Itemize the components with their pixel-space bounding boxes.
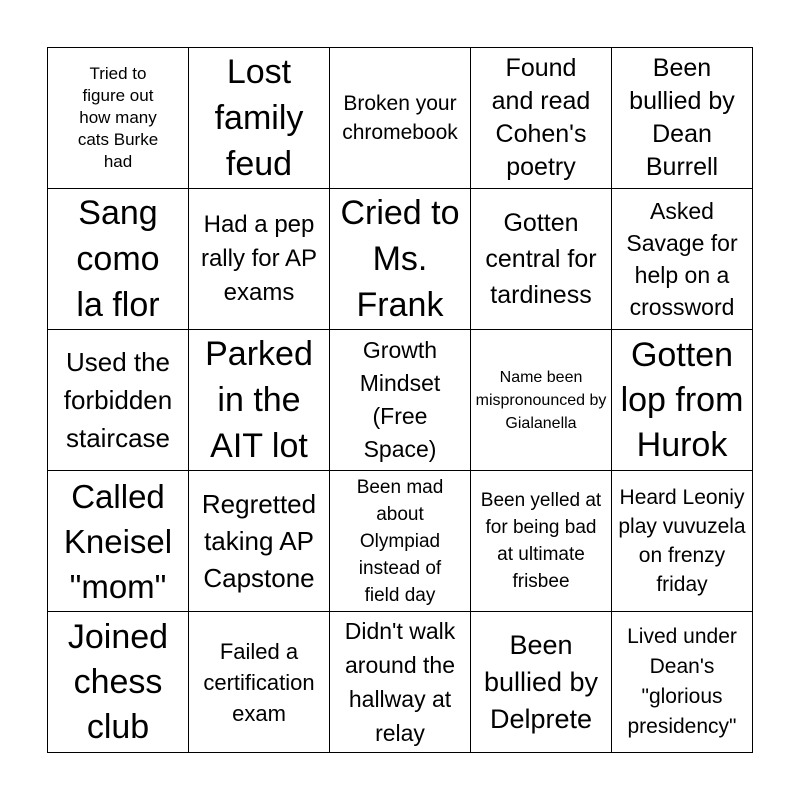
cell-text: Broken your chromebook (342, 92, 458, 144)
cell-text: Joined chess club (67, 617, 169, 746)
cell-text: Been bullied by Delprete (483, 629, 599, 734)
cell-text: Didn't walk around the hallway at relay (344, 618, 456, 746)
bingo-cell[interactable] (612, 189, 753, 330)
bingo-cell[interactable] (612, 48, 753, 189)
bingo-cell[interactable] (189, 612, 330, 753)
bingo-cell[interactable] (330, 330, 471, 471)
bingo-cell[interactable] (48, 471, 189, 612)
bingo-cell[interactable] (189, 471, 330, 612)
bingo-cell[interactable] (471, 330, 612, 471)
cell-text: Gotten central for tardiness (485, 209, 597, 309)
bingo-cell[interactable] (612, 330, 753, 471)
cell-text: Had a pep rally for AP exams (200, 211, 318, 306)
cell-text: Sang como la flor (76, 194, 160, 324)
bingo-cell[interactable] (471, 471, 612, 612)
cell-text: Lost family feud (214, 53, 304, 183)
cell-text: Been mad about Olympiad instead of field day (356, 476, 444, 606)
cell-text: Failed a certification exam (203, 638, 315, 726)
cell-text: Found and read Cohen's poetry (491, 54, 591, 181)
cell-text: Name been mispronounced by Gialanella (475, 368, 607, 432)
bingo-cell[interactable] (48, 48, 189, 189)
bingo-cell[interactable] (330, 48, 471, 189)
bingo-cell[interactable] (189, 189, 330, 330)
cell-text: Asked Savage for help on a crossword (626, 198, 738, 320)
bingo-cell[interactable] (471, 48, 612, 189)
bingo-cell[interactable] (471, 612, 612, 753)
cell-text: Called Kneisel "mom" (63, 477, 173, 605)
bingo-cell[interactable] (48, 189, 189, 330)
cell-text: Lived under Dean's "glorious presidency" (627, 625, 737, 738)
bingo-cell[interactable] (471, 189, 612, 330)
bingo-cell[interactable] (330, 189, 471, 330)
cell-text: Gotten lop from Hurok (620, 335, 744, 464)
cell-text: Tried to figure out how many cats Burke had (77, 64, 159, 171)
cell-text: Been bullied by Dean Burrell (629, 54, 735, 181)
cell-text: Cried to Ms. Frank (340, 194, 460, 324)
cell-text: Used the forbidden staircase (63, 347, 173, 453)
bingo-cell[interactable] (48, 330, 189, 471)
cell-text: Regretted taking AP Capstone (201, 488, 317, 593)
bingo-cell[interactable] (189, 48, 330, 189)
bingo-board (47, 47, 753, 753)
cell-text: Heard Leoniy play vuvuzela on frenzy friday (618, 486, 746, 596)
cell-text: Growth Mindset (Free Space) (359, 337, 441, 462)
cell-text: Parked in the AIT lot (205, 335, 313, 465)
bingo-cell[interactable] (612, 612, 753, 753)
bingo-cell[interactable] (48, 612, 189, 753)
bingo-cell[interactable] (189, 330, 330, 471)
bingo-cell[interactable] (330, 471, 471, 612)
bingo-cell[interactable] (330, 612, 471, 753)
bingo-cell[interactable] (612, 471, 753, 612)
cell-text: Been yelled at for being bad at ultimate frisbee (480, 490, 602, 592)
